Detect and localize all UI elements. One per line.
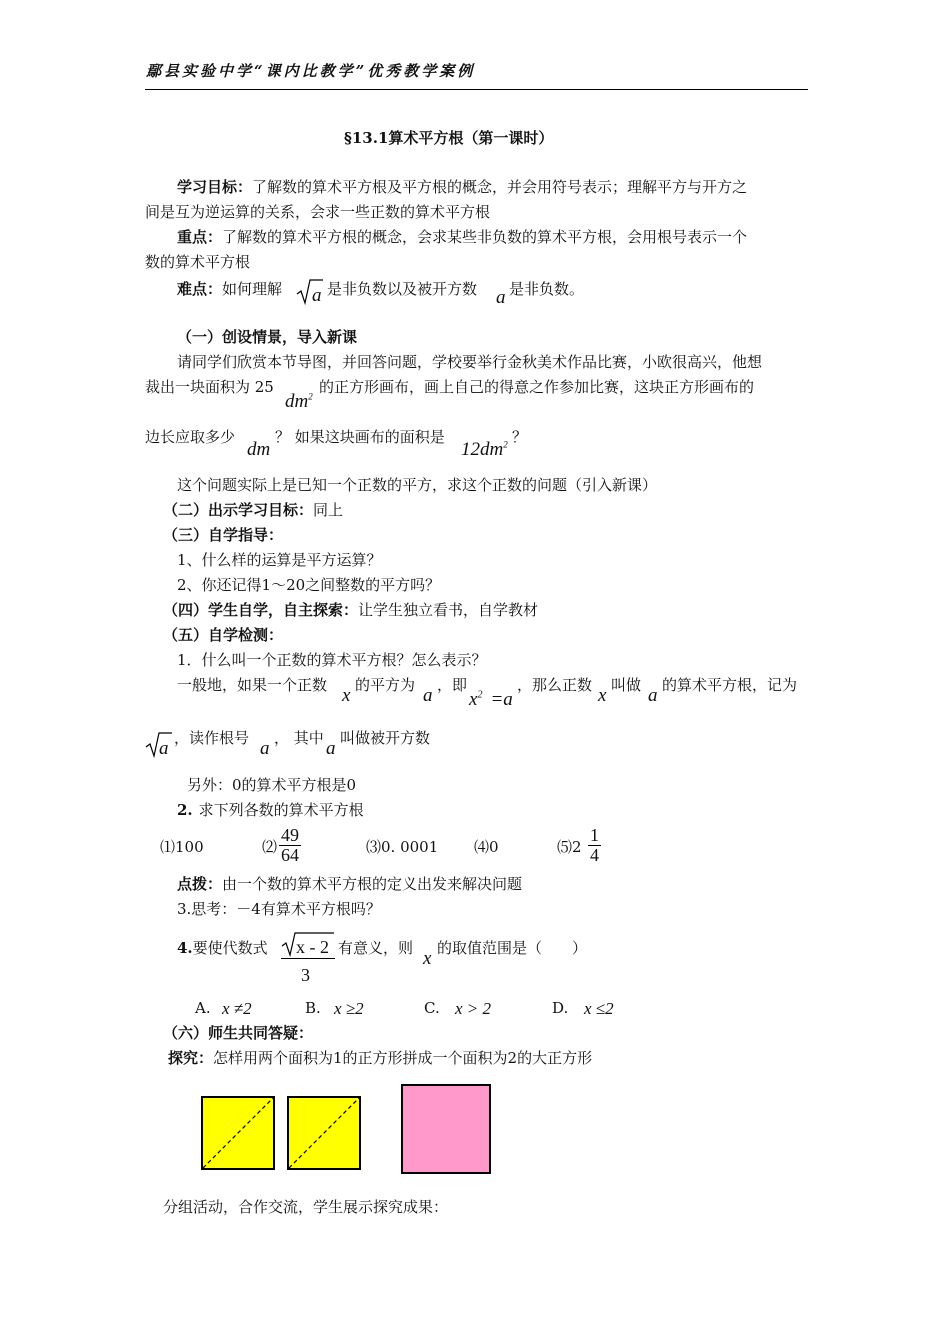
choice-c-label: C.: [424, 999, 440, 1017]
q4-x: x: [423, 948, 432, 969]
def-mid1: 的平方为: [355, 676, 416, 694]
pink-square: [401, 1084, 491, 1174]
unit-sup: 2: [308, 391, 313, 402]
item-5-fraction: [588, 826, 601, 865]
section1-p4: 这个问题实际上是已知一个正数的平方，求这个正数的问题（引入新课）: [177, 476, 658, 494]
def-x1: x: [342, 685, 351, 706]
keypoint-line2: 数的算术平方根: [145, 253, 251, 271]
item-2-den: 64: [281, 844, 299, 865]
difficulty-label: 难点：: [177, 280, 223, 298]
objectives-line2: 间是互为逆运算的关系，会求一些正数的算术平方根: [145, 203, 491, 221]
explore-text: 怎样用两个面积为1的正方形拼成一个面积为2的大正方形: [213, 1049, 593, 1067]
choice-c: x > 2: [455, 999, 492, 1018]
q4-den: 3: [301, 965, 310, 985]
q2-num: 2.: [177, 801, 193, 819]
q4-pre: 要使代数式: [192, 939, 268, 957]
eq-sup: 2: [477, 689, 483, 701]
q4-radicand: x - 2: [296, 937, 329, 957]
objectives-text1: 了解数的算术平方根及平方根的概念，并会用符号表示；理解平方与开方之: [252, 178, 748, 196]
def-pre: 一般地，如果一个正数: [177, 676, 328, 694]
section1-p3-pre: 边长应取多少: [145, 428, 236, 446]
item-3: ⑶0. 0001: [366, 838, 439, 856]
diagonal-2: [289, 1098, 359, 1168]
area-12dm2: [461, 440, 508, 459]
section4-line: [163, 603, 538, 618]
q2-text: 求下列各数的算术平方根: [198, 801, 364, 819]
section5-q1: 1．什么叫一个正数的算术平方根？怎么表示？: [177, 651, 487, 669]
choice-d: x ≤2: [584, 999, 614, 1018]
section5-q2-line: [177, 803, 364, 818]
section1-p2-post: 的正方形画布，画上自己的得意之作参加比赛，这块正方形画布的: [319, 378, 755, 396]
item-2-num: 49: [281, 825, 299, 845]
hint-label: 点拨：: [177, 875, 223, 893]
diagonal-1: [203, 1098, 273, 1168]
section2-line: [163, 503, 343, 518]
hint-text: 由一个数的算术平方根的定义出发来解决问题: [222, 875, 523, 893]
read-a1: a: [260, 738, 270, 759]
section1-p3-post: ？: [512, 428, 528, 446]
hint-line: [177, 877, 522, 892]
item-4: ⑷0: [474, 838, 499, 856]
item-2-fraction: [279, 826, 301, 865]
unit-dm: dm: [285, 391, 309, 412]
def-sqrt-a: a: [159, 738, 169, 759]
q4-pre-line: [177, 941, 268, 956]
header-school: 鄢县实验中学“课内比教学”优秀教学案例: [146, 62, 476, 80]
eq-rhs: =a: [490, 689, 513, 710]
section5-extra: 另外：0的算术平方根是0: [187, 776, 357, 794]
read-pre: ，读作根号: [174, 729, 250, 747]
section4-heading: （四）学生自学，自主探索：: [163, 601, 359, 619]
objectives-label: 学习目标：: [177, 178, 253, 196]
choice-d-label: D.: [552, 999, 569, 1017]
def-a1: a: [423, 685, 433, 706]
unit-dm-2: dm: [247, 439, 271, 460]
section3-heading: （三）自学指导：: [163, 526, 284, 544]
item-1: ⑴100: [160, 838, 204, 856]
area-12dm: 12dm: [461, 439, 504, 460]
section1-p1: 请同学们欣赏本节导图，并回答问题，学校要举行金秋美术作品比赛，小欧很高兴，他想: [177, 353, 763, 371]
q4-num: 4.: [177, 939, 193, 957]
yellow-square-2: [287, 1096, 361, 1170]
unit-dm-squared: [285, 392, 313, 411]
area-sup: 2: [503, 439, 508, 450]
section3-q2: 2、你还记得1～20之间整数的平方吗？: [177, 576, 441, 594]
difficulty-sqrt-a: a: [312, 285, 322, 306]
explore-label: 探究：: [168, 1049, 214, 1067]
difficulty-pre: 如何理解: [222, 280, 283, 298]
def-post: 的算术平方根，记为: [662, 676, 798, 694]
def-x2: x: [598, 685, 607, 706]
item-5-label: ⑸2: [557, 838, 582, 856]
explore-line: [168, 1051, 592, 1066]
keypoint-text1: 了解数的算术平方根的概念，会求某些非负数的算术平方根，会用根号表示一个: [222, 228, 748, 246]
section1-p3-mid: ？ 如果这块画布的面积是: [275, 428, 445, 446]
section3-q1: 1、什么样的运算是平方运算？: [177, 551, 382, 569]
section6-group: 分组活动，合作交流，学生展示探究成果：: [163, 1198, 449, 1216]
q4-post: 的取值范围是（ ）: [437, 939, 588, 957]
def-mid4: 叫做: [611, 676, 642, 694]
section4-text: 让学生独立看书，自学教材: [358, 601, 539, 619]
def-eq: [469, 690, 513, 709]
read-post: 叫做被开方数: [340, 729, 431, 747]
keypoint-label: 重点：: [177, 228, 223, 246]
yellow-square-1: [201, 1096, 275, 1170]
def-mid3: ，那么正数: [517, 676, 593, 694]
item-5-den: 4: [590, 844, 599, 865]
page-title: §13.1算术平方根（第一课时）: [344, 129, 554, 147]
section5-heading: （五）自学检测：: [163, 626, 284, 644]
def-a2: a: [648, 685, 658, 706]
section2-heading: （二）出示学习目标：: [163, 501, 314, 519]
read-mid: ， 其中: [274, 729, 324, 747]
choice-a-label: A.: [195, 999, 211, 1017]
difficulty-var-a: a: [496, 287, 506, 308]
eq-lhs: x: [469, 689, 478, 710]
section6-heading: （六）师生共同答疑：: [163, 1024, 314, 1042]
choice-a: x ≠2: [222, 999, 252, 1018]
def-mid2: ，即: [437, 676, 468, 694]
q4-mid: 有意义，则: [338, 939, 414, 957]
choice-b-label: B.: [305, 999, 321, 1017]
section1-heading: （一）创设情景，导入新课: [177, 328, 358, 346]
read-a2: a: [326, 738, 336, 759]
difficulty-label-pre: [177, 282, 282, 297]
q4-fraction-bar: [281, 958, 335, 959]
choice-b: x ≥2: [334, 999, 364, 1018]
difficulty-mid: 是非负数以及被开方数: [327, 280, 478, 298]
objectives-line1: [177, 180, 747, 195]
item-5-num: 1: [590, 825, 599, 845]
header-rule: [145, 89, 808, 90]
section1-p2-pre: 裁出一块面积为 25: [145, 378, 274, 396]
section2-text: 同上: [313, 501, 344, 519]
keypoint-line1: [177, 230, 747, 245]
section5-q3: 3.思考：－4有算术平方根吗？: [177, 900, 381, 918]
item-2-label: ⑵: [262, 838, 278, 856]
difficulty-post: 是非负数。: [509, 280, 585, 298]
